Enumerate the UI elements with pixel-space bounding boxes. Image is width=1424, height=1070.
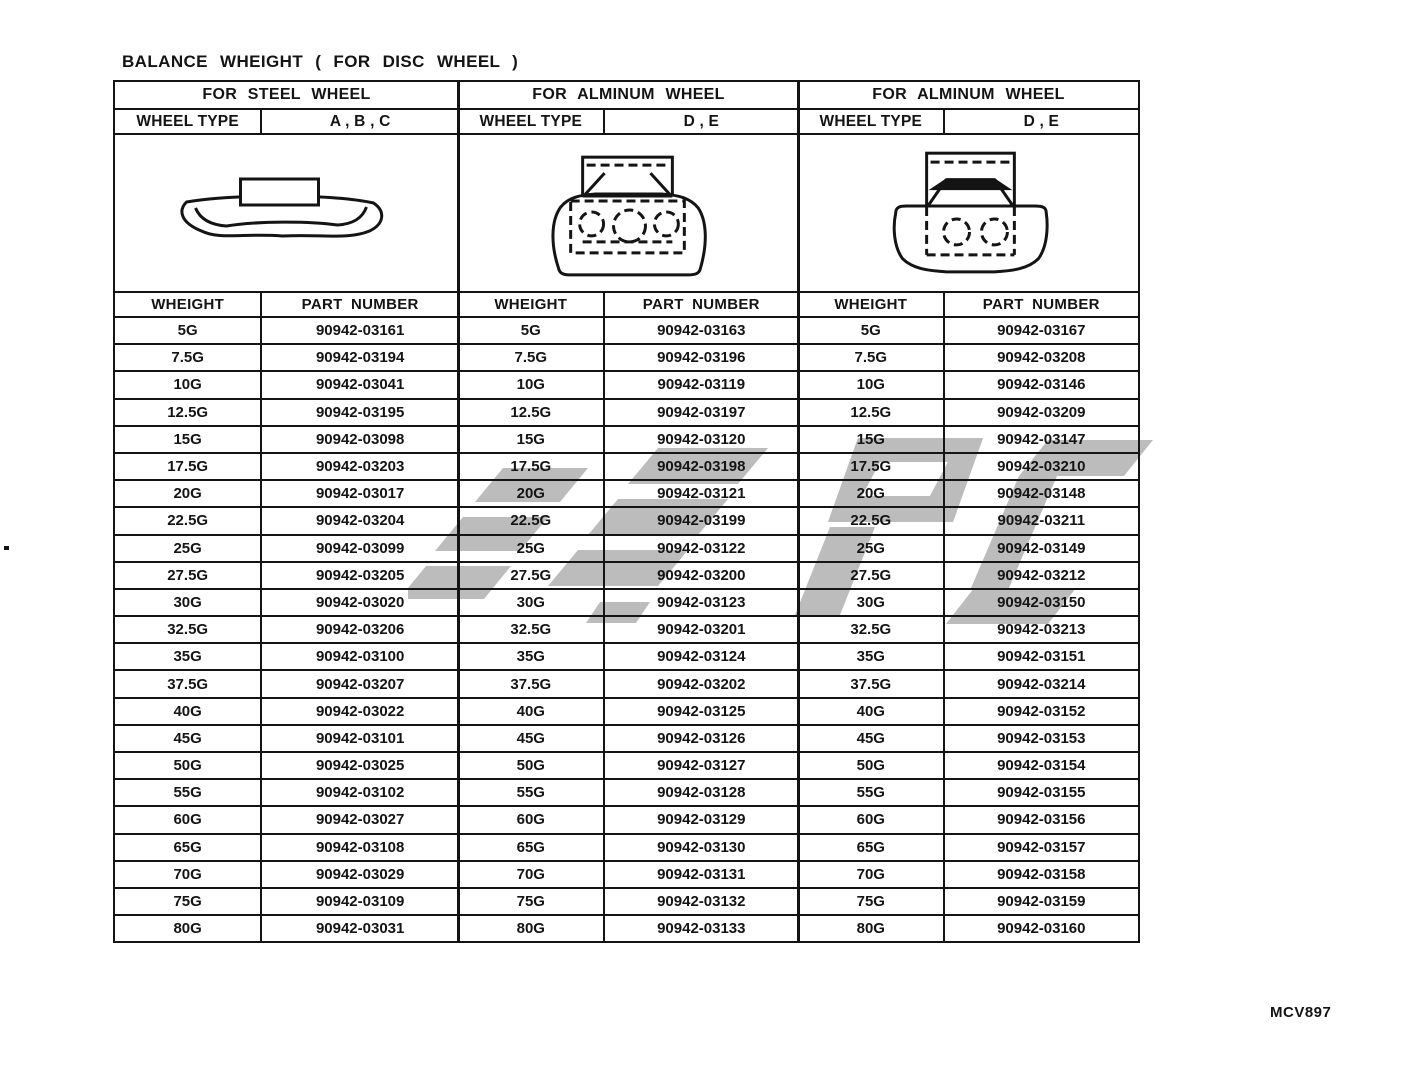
part-number-cell: 90942-03203: [261, 453, 459, 480]
weight-cell: 70G: [458, 861, 604, 888]
weight-cell: 27.5G: [798, 562, 944, 589]
table-row: [114, 861, 459, 888]
part-number-cell: 90942-03148: [944, 480, 1139, 507]
weight-cell: 55G: [458, 779, 604, 806]
table-row: [458, 643, 799, 670]
aluminum-weight-drawing: [799, 135, 1138, 291]
table-row: [114, 535, 459, 562]
part-number-cell: 90942-03109: [261, 888, 459, 915]
weight-cell: 32.5G: [798, 616, 944, 643]
part-number-cell: 90942-03146: [944, 371, 1139, 398]
part-number-cell: 90942-03100: [261, 643, 459, 670]
part-number-cell: 90942-03199: [604, 507, 799, 534]
part-number-cell: 90942-03041: [261, 371, 459, 398]
table-row: [798, 834, 1139, 861]
aluminum-weight-drawing: [459, 135, 798, 291]
table-row: [114, 589, 459, 616]
part-number-cell: 90942-03121: [604, 480, 799, 507]
weight-cell: 15G: [798, 426, 944, 453]
part-number-cell: 90942-03201: [604, 616, 799, 643]
table-row: [798, 643, 1139, 670]
part-number-column-header: PART NUMBER: [261, 292, 459, 317]
weight-cell: 22.5G: [114, 507, 261, 534]
weight-cell: 25G: [114, 535, 261, 562]
weight-cell: 60G: [798, 806, 944, 833]
part-number-column-header: PART NUMBER: [944, 292, 1139, 317]
table-group-header: FOR STEEL WHEEL: [114, 81, 459, 109]
table-row: [114, 399, 459, 426]
table-row: [458, 616, 799, 643]
wheel-type-value: D , E: [604, 109, 799, 134]
weight-cell: 5G: [458, 317, 604, 344]
part-number-cell: 90942-03128: [604, 779, 799, 806]
weight-cell: 7.5G: [458, 344, 604, 371]
table-row: [458, 535, 799, 562]
table-row: [798, 480, 1139, 507]
part-number-cell: 90942-03022: [261, 698, 459, 725]
table-row: [798, 344, 1139, 371]
table-row: [114, 616, 459, 643]
table-row: [458, 399, 799, 426]
weight-cell: 27.5G: [458, 562, 604, 589]
table-row: [798, 371, 1139, 398]
table-row: [798, 752, 1139, 779]
weight-cell: 65G: [114, 834, 261, 861]
table-row: [458, 725, 799, 752]
weight-cell: 5G: [798, 317, 944, 344]
table-row: [114, 317, 459, 344]
weight-cell: 12.5G: [798, 399, 944, 426]
part-number-cell: 90942-03149: [944, 535, 1139, 562]
table-row: [458, 371, 799, 398]
weight-cell: 15G: [114, 426, 261, 453]
table-row: [458, 480, 799, 507]
table-row: [114, 643, 459, 670]
weight-cell: 70G: [798, 861, 944, 888]
weight-cell: 55G: [114, 779, 261, 806]
table-row: [114, 562, 459, 589]
wheel-type-value: A , B , C: [261, 109, 459, 134]
table-row: [458, 806, 799, 833]
weight-cell: 10G: [798, 371, 944, 398]
part-number-cell: 90942-03098: [261, 426, 459, 453]
weight-cell: 75G: [798, 888, 944, 915]
table-row: [458, 507, 799, 534]
part-number-cell: 90942-03133: [604, 915, 799, 942]
weight-cell: 27.5G: [114, 562, 261, 589]
weight-cell: 75G: [458, 888, 604, 915]
weight-cell: 50G: [114, 752, 261, 779]
weight-cell: 22.5G: [458, 507, 604, 534]
balance-weight-tables: [113, 80, 1140, 943]
table-row: [458, 861, 799, 888]
part-number-cell: 90942-03156: [944, 806, 1139, 833]
part-number-cell: 90942-03154: [944, 752, 1139, 779]
part-number-cell: 90942-03202: [604, 670, 799, 697]
part-number-cell: 90942-03129: [604, 806, 799, 833]
weight-cell: 22.5G: [798, 507, 944, 534]
part-number-cell: 90942-03195: [261, 399, 459, 426]
table-row: [798, 507, 1139, 534]
table-row: [798, 779, 1139, 806]
steel-wheel-rows: [114, 317, 459, 942]
table-row: [458, 670, 799, 697]
table-row: [798, 725, 1139, 752]
weight-cell: 5G: [114, 317, 261, 344]
wheel-type-label: WHEEL TYPE: [114, 109, 261, 134]
part-number-cell: 90942-03119: [604, 371, 799, 398]
table-row: [114, 725, 459, 752]
weight-cell: 20G: [458, 480, 604, 507]
weight-cell: 25G: [458, 535, 604, 562]
part-number-cell: 90942-03209: [944, 399, 1139, 426]
part-number-cell: 90942-03027: [261, 806, 459, 833]
weight-cell: 80G: [458, 915, 604, 942]
part-number-cell: 90942-03158: [944, 861, 1139, 888]
weight-cell: 37.5G: [114, 670, 261, 697]
aluminum-wheel-table-1: [457, 80, 800, 943]
table-row: [114, 426, 459, 453]
part-number-cell: 90942-03205: [261, 562, 459, 589]
weight-cell: 10G: [458, 371, 604, 398]
part-number-cell: 90942-03207: [261, 670, 459, 697]
weight-cell: 20G: [798, 480, 944, 507]
table-row: [458, 698, 799, 725]
part-number-cell: 90942-03101: [261, 725, 459, 752]
weight-cell: 7.5G: [114, 344, 261, 371]
weight-cell: 65G: [798, 834, 944, 861]
table-group-header: FOR ALMINUM WHEEL: [458, 81, 799, 109]
aluminum-wheel-rows-2: [798, 317, 1139, 942]
part-number-cell: 90942-03151: [944, 643, 1139, 670]
table-row: [458, 779, 799, 806]
weight-cell: 50G: [458, 752, 604, 779]
aluminum-wheel-table-2: [797, 80, 1140, 943]
table-row: [798, 616, 1139, 643]
part-number-cell: 90942-03213: [944, 616, 1139, 643]
table-row: [114, 834, 459, 861]
part-number-cell: 90942-03123: [604, 589, 799, 616]
part-number-cell: 90942-03127: [604, 752, 799, 779]
table-row: [114, 888, 459, 915]
part-number-cell: 90942-03108: [261, 834, 459, 861]
table-row: [458, 453, 799, 480]
steel-weight-drawing: [115, 135, 458, 291]
table-row: [798, 589, 1139, 616]
part-number-cell: 90942-03197: [604, 399, 799, 426]
part-number-cell: 90942-03131: [604, 861, 799, 888]
weight-cell: 10G: [114, 371, 261, 398]
table-row: [798, 861, 1139, 888]
weight-cell: 25G: [798, 535, 944, 562]
part-number-cell: 90942-03204: [261, 507, 459, 534]
steel-wheel-table: [113, 80, 460, 943]
part-number-cell: 90942-03214: [944, 670, 1139, 697]
part-number-cell: 90942-03208: [944, 344, 1139, 371]
part-number-cell: 90942-03102: [261, 779, 459, 806]
table-group-header: FOR ALMINUM WHEEL: [798, 81, 1139, 109]
part-number-cell: 90942-03150: [944, 589, 1139, 616]
table-row: [114, 752, 459, 779]
weight-cell: 32.5G: [458, 616, 604, 643]
weight-cell: 55G: [798, 779, 944, 806]
part-number-cell: 90942-03130: [604, 834, 799, 861]
weight-cell: 20G: [114, 480, 261, 507]
table-row: [798, 317, 1139, 344]
part-number-cell: 90942-03132: [604, 888, 799, 915]
weight-cell: 75G: [114, 888, 261, 915]
table-row: [798, 426, 1139, 453]
table-row: [114, 344, 459, 371]
weight-cell: 40G: [798, 698, 944, 725]
weight-cell: 80G: [114, 915, 261, 942]
weight-cell: 45G: [458, 725, 604, 752]
wheel-type-label: WHEEL TYPE: [458, 109, 604, 134]
part-number-cell: 90942-03212: [944, 562, 1139, 589]
part-number-cell: 90942-03167: [944, 317, 1139, 344]
part-number-cell: 90942-03031: [261, 915, 459, 942]
weight-cell: 37.5G: [798, 670, 944, 697]
weight-cell: 35G: [798, 643, 944, 670]
part-number-cell: 90942-03099: [261, 535, 459, 562]
weight-cell: 17.5G: [798, 453, 944, 480]
part-number-cell: 90942-03153: [944, 725, 1139, 752]
weight-cell: 30G: [798, 589, 944, 616]
part-number-cell: 90942-03211: [944, 507, 1139, 534]
table-row: [458, 888, 799, 915]
part-number-cell: 90942-03122: [604, 535, 799, 562]
table-row: [458, 834, 799, 861]
weight-column-header: WHEIGHT: [114, 292, 261, 317]
weight-cell: 45G: [114, 725, 261, 752]
weight-cell: 50G: [798, 752, 944, 779]
weight-cell: 30G: [114, 589, 261, 616]
part-number-cell: 90942-03017: [261, 480, 459, 507]
table-row: [114, 371, 459, 398]
table-row: [458, 915, 799, 942]
weight-cell: 15G: [458, 426, 604, 453]
table-row: [798, 806, 1139, 833]
part-number-cell: 90942-03200: [604, 562, 799, 589]
part-number-cell: 90942-03157: [944, 834, 1139, 861]
table-row: [114, 779, 459, 806]
part-number-cell: 90942-03210: [944, 453, 1139, 480]
table-row: [798, 453, 1139, 480]
weight-cell: 12.5G: [458, 399, 604, 426]
weight-cell: 70G: [114, 861, 261, 888]
table-row: [798, 888, 1139, 915]
part-number-cell: 90942-03196: [604, 344, 799, 371]
weight-cell: 40G: [458, 698, 604, 725]
weight-cell: 40G: [114, 698, 261, 725]
weight-cell: 32.5G: [114, 616, 261, 643]
weight-cell: 60G: [114, 806, 261, 833]
weight-cell: 30G: [458, 589, 604, 616]
part-number-cell: 90942-03160: [944, 915, 1139, 942]
weight-cell: 35G: [114, 643, 261, 670]
table-row: [458, 426, 799, 453]
part-number-cell: 90942-03206: [261, 616, 459, 643]
aluminum-wheel-rows-1: [458, 317, 799, 942]
table-row: [798, 915, 1139, 942]
part-number-column-header: PART NUMBER: [604, 292, 799, 317]
part-number-cell: 90942-03198: [604, 453, 799, 480]
weight-column-header: WHEIGHT: [798, 292, 944, 317]
weight-cell: 37.5G: [458, 670, 604, 697]
weight-cell: 17.5G: [458, 453, 604, 480]
wheel-type-label: WHEEL TYPE: [798, 109, 944, 134]
table-row: [798, 670, 1139, 697]
wheel-type-value: D , E: [944, 109, 1139, 134]
table-row: [458, 752, 799, 779]
weight-cell: 45G: [798, 725, 944, 752]
table-row: [114, 480, 459, 507]
aluminum-weight-diagram: [458, 134, 799, 292]
table-row: [798, 535, 1139, 562]
part-number-cell: 90942-03152: [944, 698, 1139, 725]
part-number-cell: 90942-03025: [261, 752, 459, 779]
table-row: [114, 507, 459, 534]
table-row: [114, 670, 459, 697]
weight-cell: 7.5G: [798, 344, 944, 371]
table-row: [458, 562, 799, 589]
table-row: [114, 453, 459, 480]
weight-cell: 17.5G: [114, 453, 261, 480]
part-number-cell: 90942-03120: [604, 426, 799, 453]
table-row: [458, 344, 799, 371]
table-row: [458, 317, 799, 344]
part-number-cell: 90942-03161: [261, 317, 459, 344]
steel-weight-diagram: [114, 134, 459, 292]
weight-cell: 65G: [458, 834, 604, 861]
part-number-cell: 90942-03029: [261, 861, 459, 888]
weight-cell: 60G: [458, 806, 604, 833]
part-number-cell: 90942-03126: [604, 725, 799, 752]
part-number-cell: 90942-03163: [604, 317, 799, 344]
part-number-cell: 90942-03159: [944, 888, 1139, 915]
page-code: MCV897: [1270, 1004, 1332, 1021]
table-row: [798, 399, 1139, 426]
table-row: [798, 698, 1139, 725]
weight-cell: 80G: [798, 915, 944, 942]
scan-artifact-dot: [4, 546, 9, 550]
page-title: BALANCE WHEIGHT ( FOR DISC WHEEL ): [122, 52, 519, 71]
table-row: [114, 806, 459, 833]
part-number-cell: 90942-03125: [604, 698, 799, 725]
table-row: [458, 589, 799, 616]
weight-column-header: WHEIGHT: [458, 292, 604, 317]
part-number-cell: 90942-03147: [944, 426, 1139, 453]
part-number-cell: 90942-03124: [604, 643, 799, 670]
part-number-cell: 90942-03155: [944, 779, 1139, 806]
table-row: [798, 562, 1139, 589]
part-number-cell: 90942-03194: [261, 344, 459, 371]
weight-cell: 12.5G: [114, 399, 261, 426]
aluminum-weight-diagram: [798, 134, 1139, 292]
weight-cell: 35G: [458, 643, 604, 670]
table-row: [114, 698, 459, 725]
table-row: [114, 915, 459, 942]
part-number-cell: 90942-03020: [261, 589, 459, 616]
